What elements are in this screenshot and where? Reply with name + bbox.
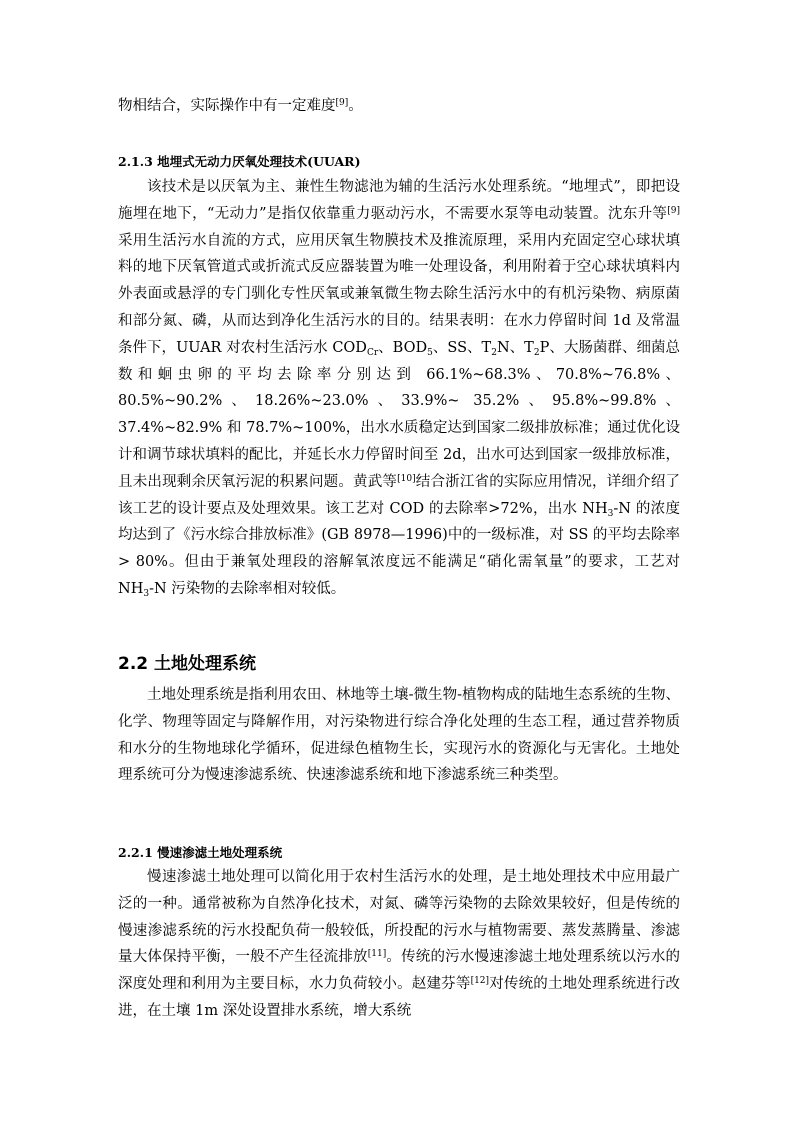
- paragraph-slow-infiltration: [118, 864, 680, 1025]
- paragraph-text: 。: [348, 98, 363, 114]
- subscript: 2: [491, 347, 497, 358]
- paragraph-text: 慢速渗滤土地处理可以简化用于农村生活污水的处理，是土地处理技术中应用最广泛的一种。通常被称为自然净化技术，对氮、磷等污染物的去除效果较好，但是传统的慢速渗滤系统的污水投配负荷一般较低，所投配的污水与植物需要、蒸发蒸腾量、渗滤量大体保持平衡，一般不产生径流排放: [118, 869, 680, 966]
- paragraph-land-treatment: [118, 682, 680, 789]
- subscript: Cr: [366, 347, 379, 358]
- subscript: 5: [427, 347, 433, 358]
- citation: [9]: [667, 205, 680, 216]
- subscript: 3: [607, 508, 614, 519]
- paragraph-text: 结合浙江省的实际应用情况，详细介绍了该工艺的设计要点及处理效果。该工艺对 COD 的去除率>72%，出水 NH: [118, 473, 681, 517]
- paragraph-text: 该技术是以厌氧为主、兼性生物滤池为辅的生活污水处理系统。“地埋式”，即把设施埋在地下，“无动力”是指仅依靠重力驱动污水，不需要水泵等电动装置。沈东升等: [118, 179, 680, 222]
- subsection-heading-2-2-1: 2.2.1 慢速渗滤土地处理系统: [118, 845, 283, 860]
- subscript: 3: [143, 588, 150, 599]
- paragraph-text: P、大肠菌群、细菌总数和蛔虫卵的平均去除率分别达到 66.1%~68.3%、70.8%~76.8%、80.5%~90.2%、18.26%~23.0%、33.9%~ 35.2%、95.8%~99.8%、37.4%~82.9% 和 78.7%~100%，出水水质稳定达到国家二级排放标准；通过优化设计和调节球状填料的配比，并延长水力停留时间至 2d，出水可达到国家一级排放标准，且未出现剩余厌氧污泥的积累问题。黄武等: [118, 339, 681, 490]
- subsection-heading-2-1-3: 2.1.3 地埋式无动力厌氧处理技术(UUAR): [118, 154, 361, 169]
- paragraph-intro: [118, 93, 680, 120]
- paragraph-text: -N 污染物的去除率相对较低。: [149, 580, 346, 597]
- citation: [11]: [367, 949, 387, 960]
- citation: [12]: [470, 976, 490, 987]
- paragraph-text: 。传统的污水慢速渗滤土地处理系统以污水的深度处理和利用为主要目标，水力负荷较小。赵建芬等: [118, 949, 681, 993]
- paragraph-text: 采用生活污水自流的方式，应用厌氧生物膜技术及推流原理，采用内充固定空心球状填料的地下厌氧管道式或折流式反应器装置为唯一处理设备，利用附着于空心球状填料内外表面或悬浮的专门驯化专性厌氧或兼氧微生物去除生活污水中的有机污染物、病原菌和部分氮、磷，从而达到净化生活污水的目的。结果表明：在水力停留时间 1d 及常温条件下，UUAR 对农村生活污水 COD: [118, 232, 680, 356]
- citation: [10]: [397, 473, 416, 484]
- paragraph-text: N、T: [496, 339, 534, 356]
- subscript: 2: [533, 347, 540, 358]
- paragraph-text: 对传统的土地处理系统进行改进，在土壤 1m 深处设置排水系统，增大系统: [118, 976, 681, 1019]
- paragraph-uuar: [118, 174, 680, 603]
- paragraph-text: 土地处理系统是指利用农田、林地等土壤-微生物-植物构成的陆地生态系统的生物、化学、物理等固定与降解作用，对污染物进行综合净化处理的生态工程，通过营养物质和水分的生物地球化学循环，促进绿色植物生长，实现污水的资源化与无害化。土地处理系统可分为慢速渗滤系统、快速渗滤系统和地下渗滤系统三种类型。: [118, 687, 680, 784]
- paragraph-text: -N 的浓度均达到了《污水综合排放标准》(GB 8978—1996)中的一级标准，对 SS 的平均去除率> 80%。但由于兼氧处理段的溶解氧浓度远不能满足“硝化需氧量”的要求，工艺对 NH: [118, 500, 680, 597]
- citation: [9]: [335, 98, 349, 108]
- paragraph-text: 、BOD: [378, 339, 428, 356]
- paragraph-text: 、SS、T: [432, 339, 492, 356]
- section-heading-2-2: 2.2 土地处理系统: [118, 654, 257, 674]
- paragraph-text: 物相结合，实际操作中有一定难度: [118, 98, 336, 114]
